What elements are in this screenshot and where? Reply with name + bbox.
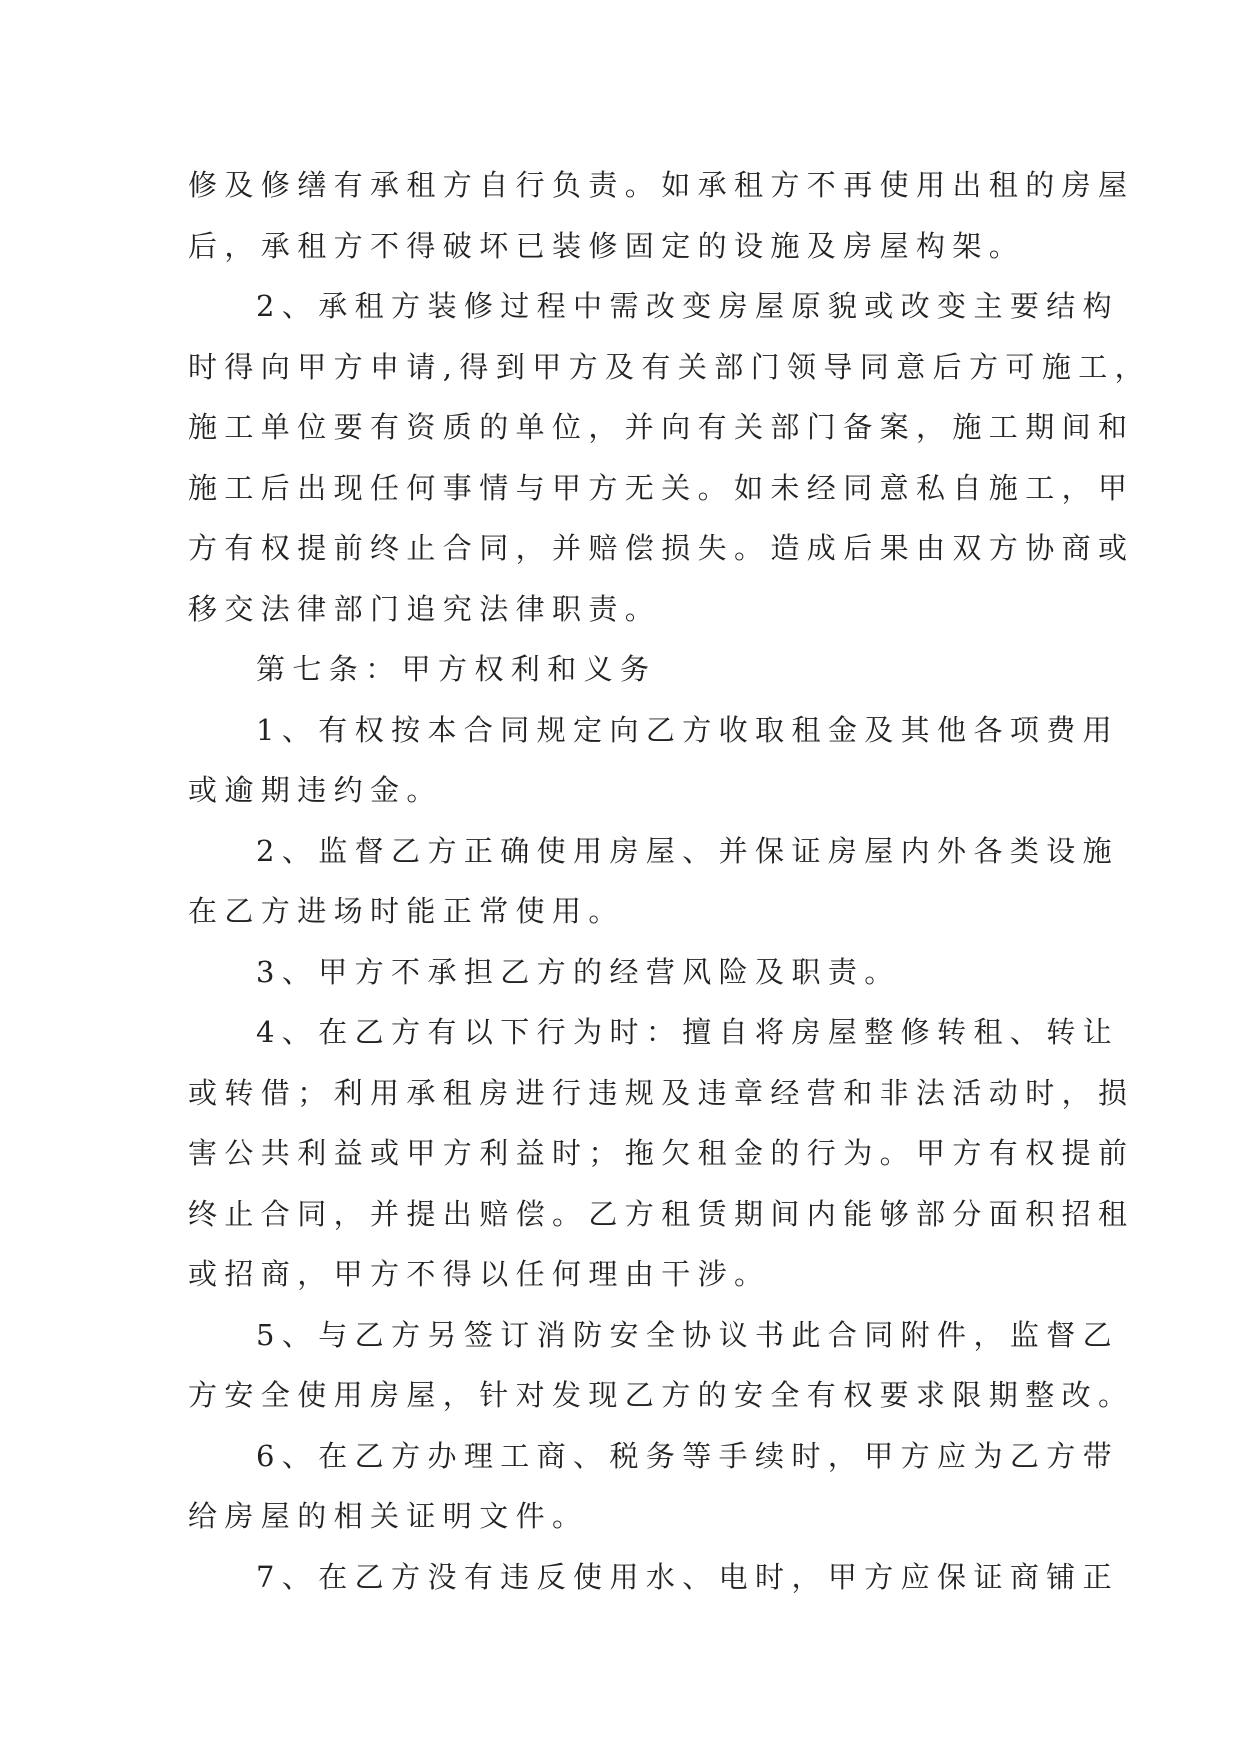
text-line: 给房屋的相关证明文件。 <box>188 1499 589 1533</box>
text-line: 在乙方进场时能正常使用。 <box>188 894 625 928</box>
text-line: 终止合同，并提出赔偿。乙方租赁期间内能够部分面积招租 <box>188 1196 1135 1231</box>
text-line: 第七条：甲方权利和义务 <box>256 652 657 686</box>
text-line: 施工后出现任何事情与甲方无关。如未经同意私自施工，甲 <box>188 470 1135 505</box>
text-line: 或招商，甲方不得以任何理由干涉。 <box>188 1257 771 1291</box>
paragraph-item-3 <box>188 942 1058 1003</box>
text-line: 4、在乙方有以下行为时：擅自将房屋整修转租、转让 <box>256 1015 1120 1049</box>
text-line: 修及修缮有承租方自行负责。如承租方不再使用出租的房屋 <box>188 168 1135 202</box>
paragraph-item-4 <box>188 1002 1135 1305</box>
text-line: 害公共利益或甲方利益时；拖欠租金的行为。甲方有权提前 <box>188 1136 1135 1170</box>
text-line: 移交法律部门追究法律职责。 <box>188 591 662 626</box>
paragraph-repair-continuation <box>188 155 1135 276</box>
text-line: 2、承租方装修过程中需改变房屋原貌或改变主要结构 <box>256 289 1120 323</box>
text-line: 时得向甲方申请,得到甲方及有关部门领导同意后方可施工， <box>188 349 1152 384</box>
text-line: 后，承租方不得破坏已装修固定的设施及房屋构架。 <box>188 228 1026 263</box>
paragraph-item-1 <box>188 700 1120 821</box>
text-line: 施工单位要有资质的单位，并向有关部门备案，施工期间和 <box>188 410 1135 444</box>
text-line: 1、有权按本合同规定向乙方收取租金及其他各项费用 <box>256 712 1120 747</box>
paragraph-item-5 <box>188 1305 1135 1426</box>
section-heading-article-7 <box>188 639 1058 700</box>
text-line: 5、与乙方另签订消防安全协议书此合同附件，监督乙 <box>256 1317 1120 1352</box>
paragraph-clause-2-renovation <box>188 276 1152 639</box>
text-line: 或转借；利用承租房进行违规及违章经营和非法活动时，损 <box>188 1075 1135 1110</box>
text-line: 方有权提前终止合同，并赔偿损失。造成后果由双方协商或 <box>188 531 1135 565</box>
text-line: 6、在乙方办理工商、税务等手续时，甲方应为乙方带 <box>256 1438 1120 1473</box>
paragraph-item-7 <box>188 1547 1120 1608</box>
text-line: 2、监督乙方正确使用房屋、并保证房屋内外各类设施 <box>256 833 1120 868</box>
text-line: 7、在乙方没有违反使用水、电时，甲方应保证商铺正 <box>256 1559 1120 1594</box>
text-line: 或逾期违约金。 <box>188 773 443 807</box>
text-line: 方安全使用房屋，针对发现乙方的安全有权要求限期整改。 <box>188 1378 1135 1412</box>
paragraph-item-6 <box>188 1426 1120 1547</box>
document-page <box>188 155 1152 1607</box>
text-line: 3、甲方不承担乙方的经营风险及职责。 <box>256 954 901 989</box>
paragraph-item-2 <box>188 821 1120 942</box>
